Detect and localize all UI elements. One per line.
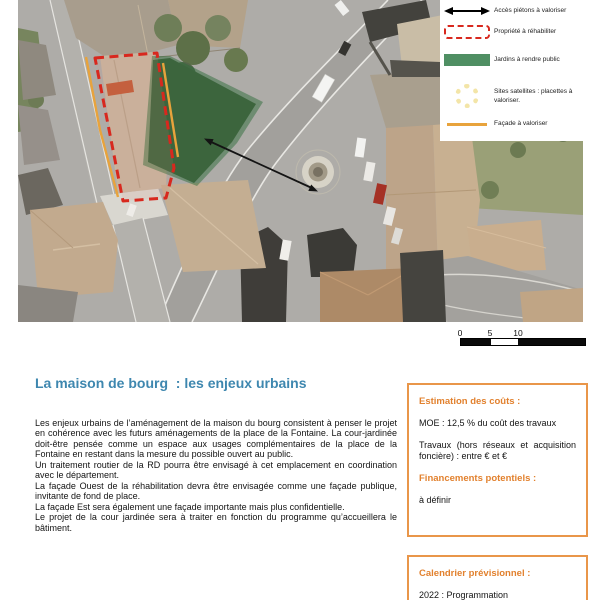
orange-line-icon xyxy=(440,123,494,126)
legend-label: Accès piétons à valoriser xyxy=(494,6,567,14)
legend-item-propriete xyxy=(440,21,600,43)
scale-tick-10: 10 xyxy=(513,328,523,338)
scale-bar xyxy=(456,328,590,350)
paragraph: Le projet de la cour jardinée sera à traiter en fonction du programme qu’accueillera le bâtiment. xyxy=(35,512,397,533)
cost-box-title: Estimation des coûts : xyxy=(419,396,521,407)
body-paragraphs xyxy=(35,418,397,533)
map-legend xyxy=(440,0,600,141)
cost-estimate-box xyxy=(407,383,588,537)
paragraph: Un traitement routier de la RD pourra être envisagé à cet emplacement en coordination avec le département. xyxy=(35,459,397,481)
red-dashed-rect-icon xyxy=(440,25,494,39)
calendar-box-title: Calendrier prévisionnel : xyxy=(419,568,531,579)
calendar-first-line: 2022 : Programmation xyxy=(419,590,509,600)
scale-tick-5: 5 xyxy=(487,328,493,338)
moe-line: MOE : 12,5 % du coût des travaux xyxy=(419,418,557,428)
calendar-box xyxy=(407,555,588,600)
legend-item-sites-satellites xyxy=(440,78,600,114)
paragraph: Les enjeux urbains de l’aménagement de la maison du bourg consistent à penser le projet en cohérence avec les futurs aménagements de la place de la Fontaine. La cour-jardinée doit-être pensée comme un espace aux usages complémentaires de la place de la Fontaine en restant dans la mesure du possible ouvert au public. xyxy=(35,418,397,460)
paragraph: La façade Ouest de la réhabilitation devra être envisagée comme une façade publique, invitante de fond de place. xyxy=(35,480,397,502)
legend-item-facade xyxy=(440,116,600,132)
legend-label: Sites satellites : placettes à valoriser. xyxy=(494,87,573,104)
legend-item-jardins xyxy=(440,51,600,69)
yellow-ring-icon xyxy=(440,84,494,108)
legend-label: Propriété à réhabiliter xyxy=(494,28,557,36)
double-arrow-icon xyxy=(440,5,494,17)
travaux-line: Travaux (hors réseaux et acquisition foncière) : entre € et € xyxy=(419,440,576,461)
legend-label: Façade à valoriser xyxy=(494,120,548,128)
scale-tick-0: 0 xyxy=(457,328,463,338)
roundabout-fountain xyxy=(296,150,340,194)
legend-item-acces-pietons xyxy=(440,3,600,18)
paragraph: La façade Est sera également une façade importante mais plus confidentielle. xyxy=(35,501,345,512)
page-title: La maison de bourg : les enjeux urbains xyxy=(35,375,307,391)
legend-label: Jardins à rendre public xyxy=(494,56,560,64)
green-rect-icon xyxy=(440,54,494,66)
financing-value: à définir xyxy=(419,495,452,505)
scale-bar-segments xyxy=(460,338,586,346)
financing-title: Financements potentiels : xyxy=(419,473,537,484)
